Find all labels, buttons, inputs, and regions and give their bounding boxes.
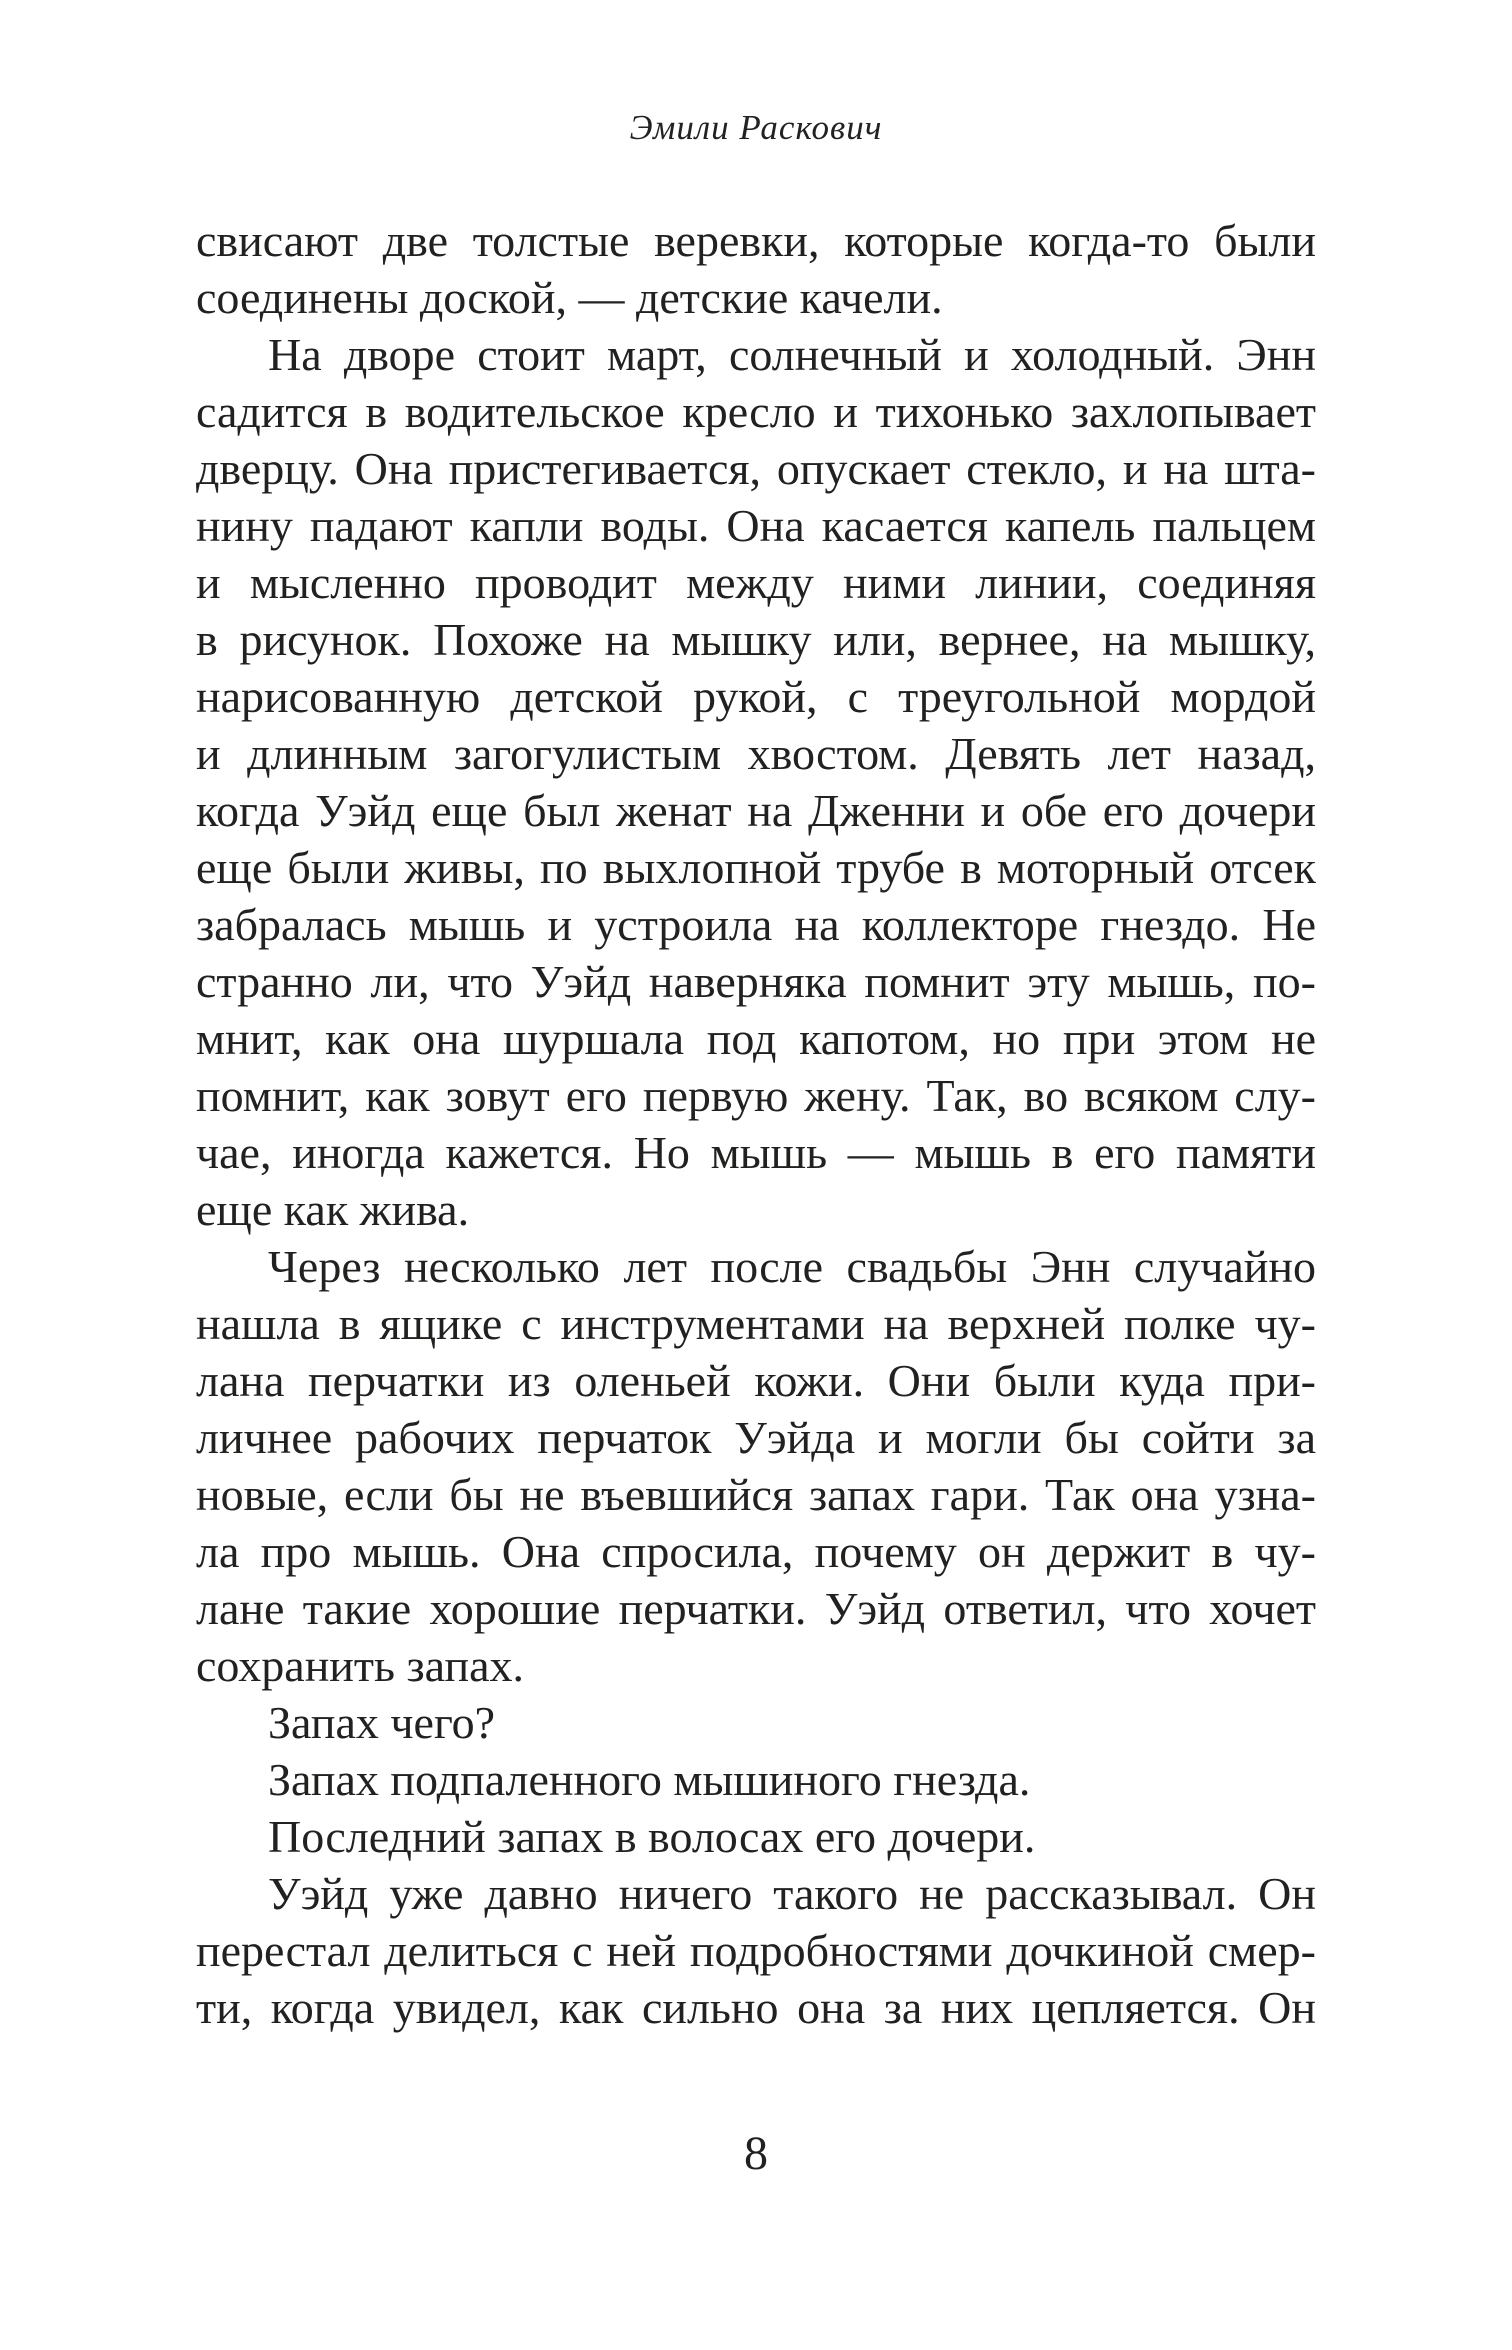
- text-line: лана перчатки из оленьей кожи. Они были куда при-: [196, 1355, 1316, 1406]
- text-line: садится в водительское кресло и тихонько захлопывает: [196, 386, 1316, 437]
- text-line: когда Уэйд еще был женат на Дженни и обе его дочери: [196, 785, 1316, 836]
- text-line: перестал делиться с ней подробностями дочкиной смер-: [196, 1925, 1316, 1976]
- text-line: новые, если бы не въевшийся запах гари. Так она узна-: [196, 1469, 1316, 1520]
- text-line: и мысленно проводит между ними линии, соединяя: [196, 557, 1316, 608]
- text-line: в рисунок. Похоже на мышку или, вернее, на мышку,: [196, 614, 1316, 665]
- paragraph: [196, 1751, 1316, 1808]
- paragraph: [196, 1808, 1316, 1865]
- text-line: забралась мышь и устроила на коллекторе гнездо. Не: [196, 899, 1316, 950]
- text-line: еще были живы, по выхлопной трубе в моторный отсек: [196, 842, 1316, 893]
- text-line: Уэйд уже давно ничего такого не рассказывал. Он: [268, 1868, 1316, 1919]
- text-line: ти, когда увидел, как сильно она за них цепляется. Он: [196, 1982, 1316, 2033]
- text-line: Запах подпаленного мышиного гнезда.: [268, 1754, 1031, 1805]
- text-line: Последний запах в волосах его дочери.: [268, 1811, 1036, 1862]
- text-line: нашла в ящике с инструментами на верхней полке чу-: [196, 1298, 1316, 1349]
- text-line: личнее рабочих перчаток Уэйда и могли бы сойти за: [196, 1412, 1316, 1463]
- text-line: ла про мышь. Она спросила, почему он держит в чу-: [196, 1526, 1316, 1577]
- text-block: [196, 212, 1316, 2036]
- text-line: Запах чего?: [268, 1697, 496, 1748]
- text-line: лане такие хорошие перчатки. Уэйд ответил, что хочет: [196, 1583, 1316, 1634]
- text-line: сохранить запах.: [196, 1640, 525, 1691]
- text-line: свисают две толстые веревки, которые когда-то были: [196, 215, 1316, 266]
- text-line: соединены доской, — детские качели.: [196, 272, 943, 323]
- text-line: нину падают капли воды. Она касается капель пальцем: [196, 500, 1316, 551]
- paragraph: [196, 1694, 1316, 1751]
- paragraph: [196, 212, 1316, 326]
- text-line: помнит, как зовут его первую жену. Так, во всяком слу-: [196, 1070, 1316, 1121]
- page-number: 8: [744, 2127, 768, 2180]
- text-line: и длинным загогулистым хвостом. Девять лет назад,: [196, 728, 1316, 779]
- paragraph: [196, 1865, 1316, 2036]
- text-line: еще как жива.: [196, 1184, 470, 1235]
- text-line: дверцу. Она пристегивается, опускает стекло, и на шта-: [196, 443, 1316, 494]
- text-line: чае, иногда кажется. Но мышь — мышь в его памяти: [196, 1127, 1316, 1178]
- paragraph: [196, 326, 1316, 1238]
- running-header-author: Эмили Раскович: [629, 108, 883, 147]
- text-line: мнит, как она шуршала под капотом, но при этом не: [196, 1013, 1316, 1064]
- text-line: странно ли, что Уэйд наверняка помнит эту мышь, по-: [196, 956, 1316, 1007]
- text-line: нарисованную детской рукой, с треугольной мордой: [196, 671, 1316, 722]
- paragraph: [196, 1238, 1316, 1694]
- text-line: Через несколько лет после свадьбы Энн случайно: [268, 1241, 1316, 1292]
- text-line: На дворе стоит март, солнечный и холодный. Энн: [268, 329, 1316, 380]
